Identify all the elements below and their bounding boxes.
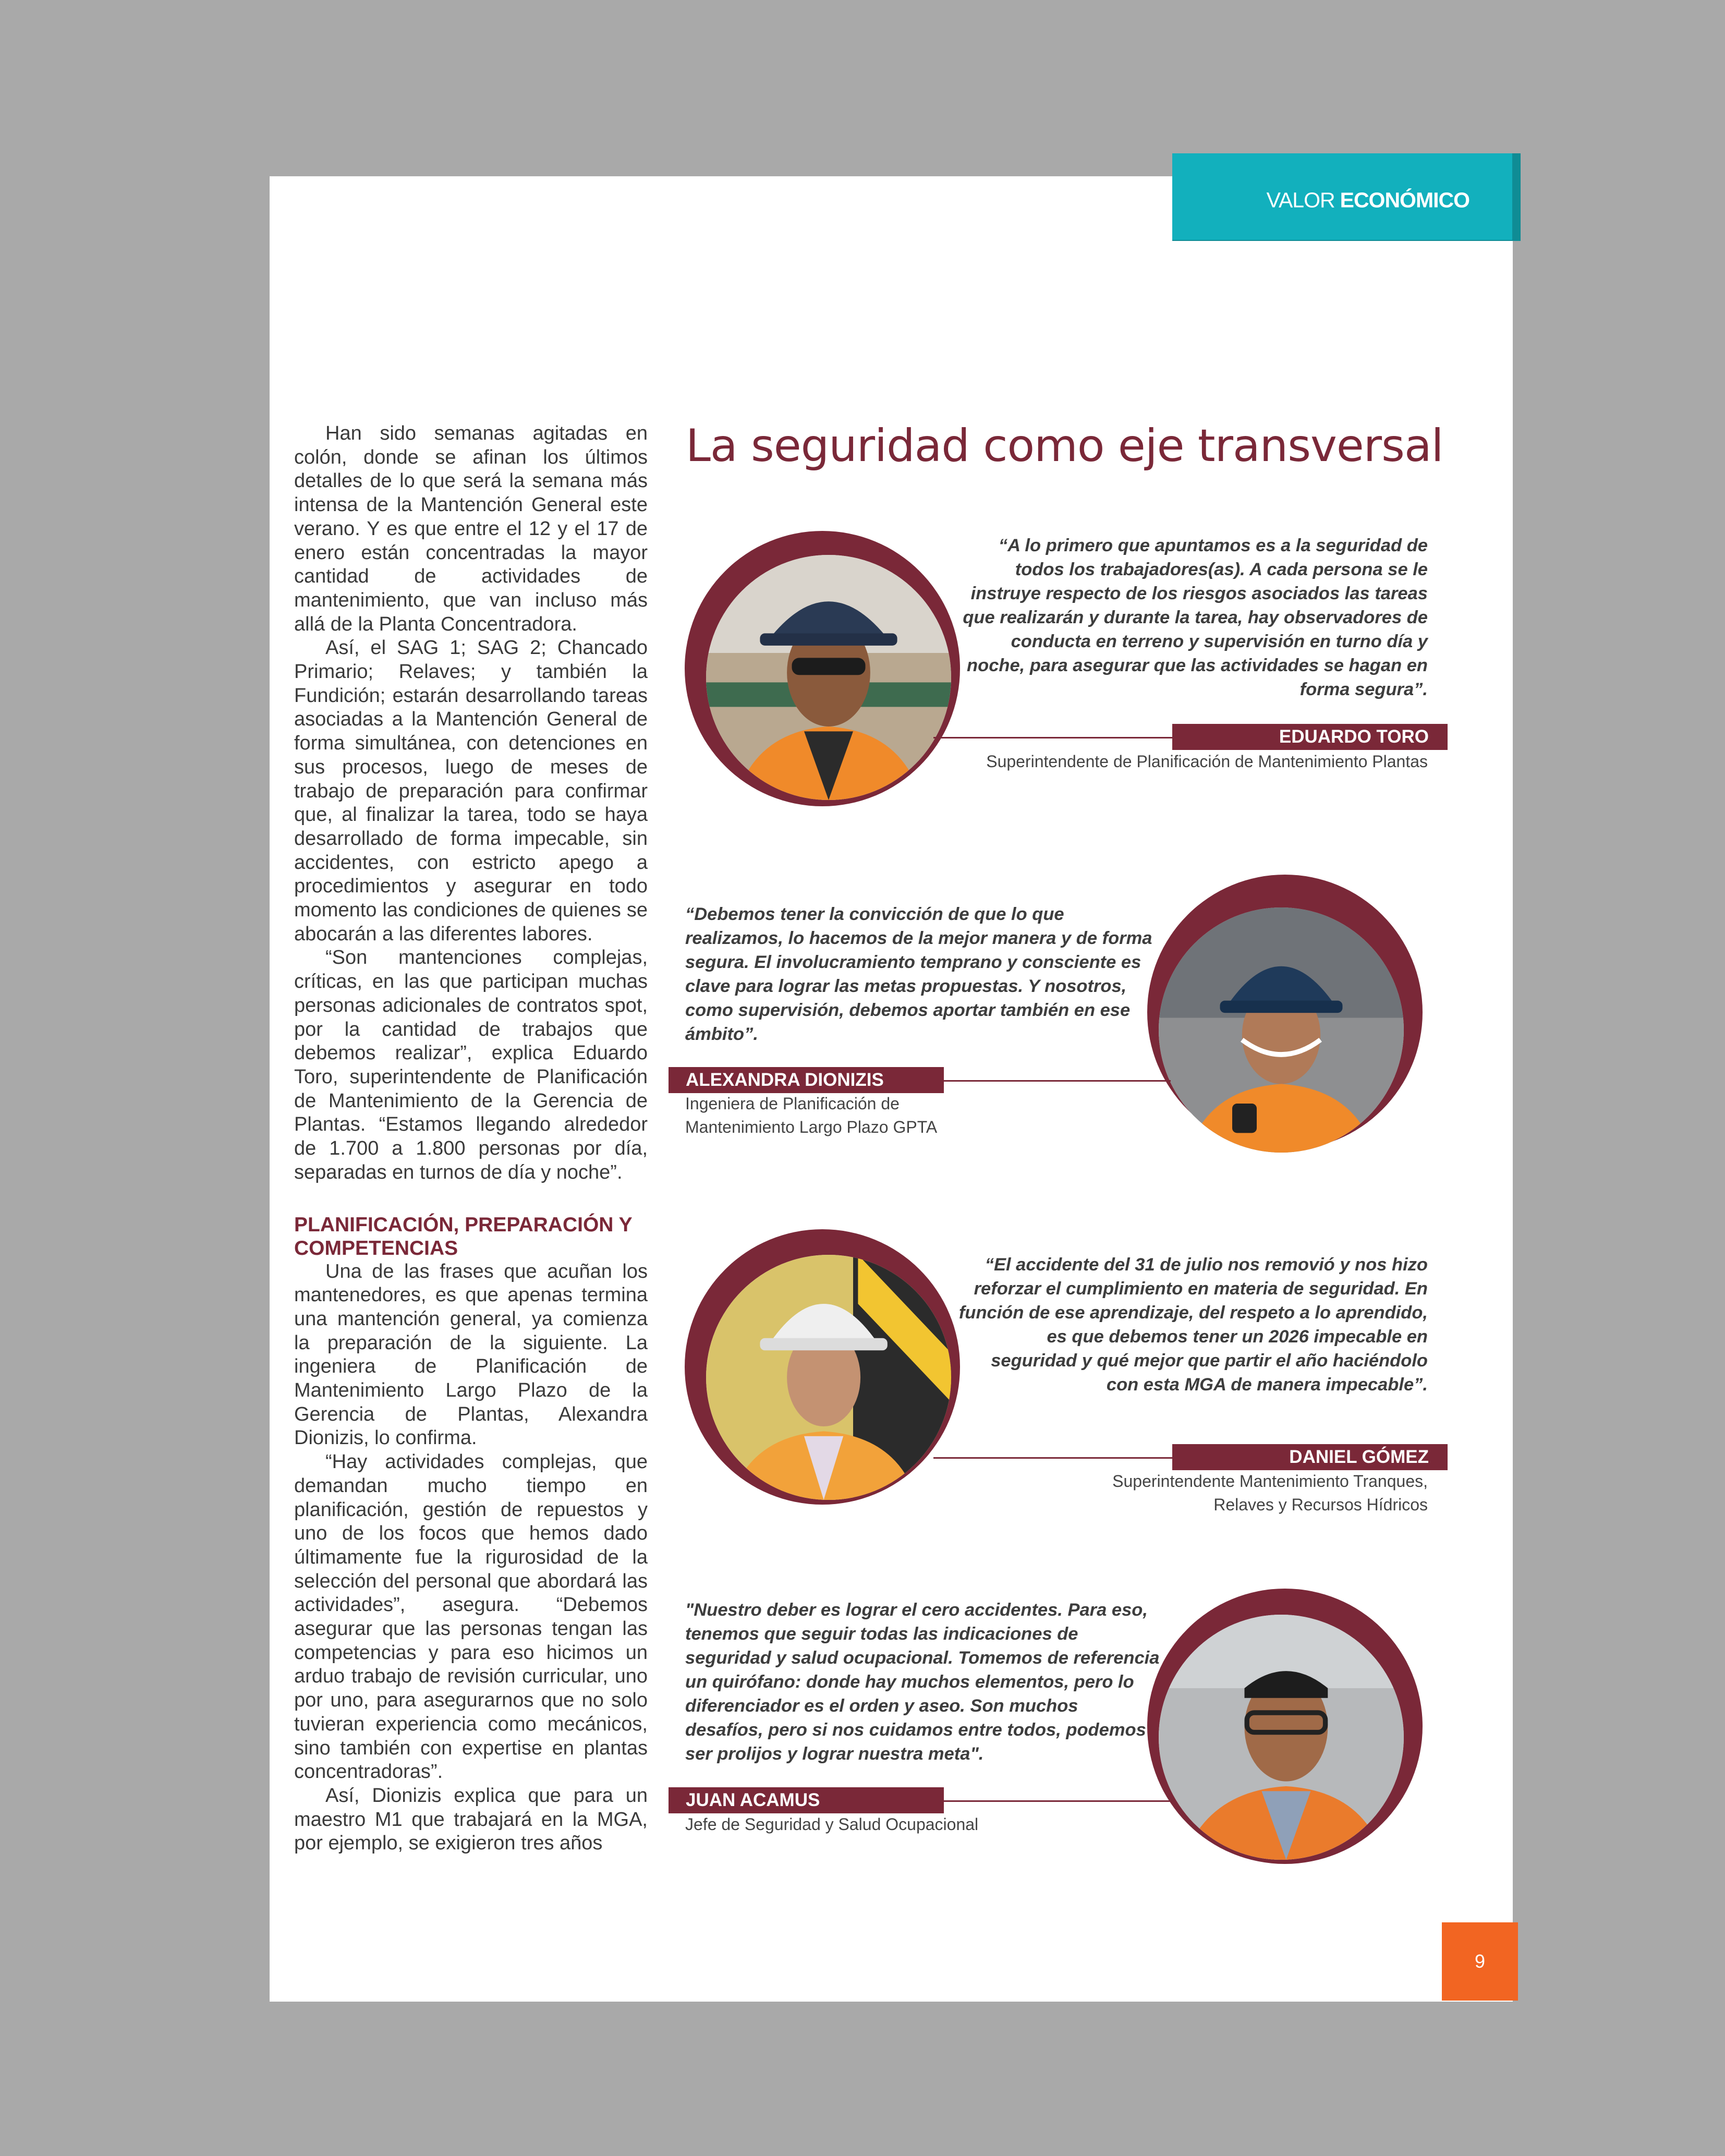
testimonial-name: DANIEL GÓMEZ [1289,1447,1429,1467]
page-number: 9 [1474,1951,1486,1972]
article-paragraph: Una de las frases que acuñan los mantenedores, es que apenas termina una mantención general, ya comienza la preparación de la siguiente. La ingeniera de Planificación de Mantenimiento Largo Plazo de la Gerencia de Plantas, Alexandra Dionizis, lo confirma. [294,1260,648,1449]
testimonial-role: Jefe de Seguridad y Salud Ocupacional [685,1815,979,1834]
section-tab [1172,153,1512,240]
article-paragraph: Así, Dionizis explica que para un maestro M1 que trabajará en la MGA, por ejemplo, se exigieron tres años [294,1784,648,1855]
section-tab-bold-text: ECONÓMICO [1340,188,1469,212]
page-number-badge [1442,1922,1518,2001]
article-paragraph: “Son mantenciones complejas, críticas, en las que participan muchas personas adicionales de contratos spot, por la cantidad de trabajos que debemos realizar”, explica Eduardo Toro, superintendente de Planificación de Mantenimiento de la Gerencia de Plantas. “Estamos llegando alrededor de 1.700 a 1.800 personas por día, separadas en turnos de día y noche”. [294,947,648,1183]
testimonial-name-bar [669,1787,944,1813]
testimonial-quote: "Nuestro deber es lograr el cero accidentes. Para eso, tenemos que seguir todas las indicaciones de seguridad y salud ocupacional. Tomemos de referencia un quirófano: donde hay muchos elementos, pero lo diferenciador es el orden y aseo. Son muchos desafíos, pero si nos cuidamos entre todos, podemos ser prolijos y lograr nuestra meta". [685,1600,1160,1764]
article-paragraph: Han sido semanas agitadas en colón, donde se afinan los últimos detalles de lo que será la semana más intensa de la Mantención General este verano. Y es que entre el 12 y el 17 de enero están concentradas la mayor cantidad de actividades de mantenimiento, que van incluso más allá de la Planta Concentradora. [294,422,648,635]
article-paragraph: Así, el SAG 1; SAG 2; Chancado Primario; Relaves; y también la Fundición; estarán desarrollando tareas asociadas a la Mantención General de forma simultánea, con detenciones en sus procesos, luego de meses de trabajo de preparación para confirmar que, al finalizar la tarea, todo se haya desarrollado de forma impecable, sin accidentes, con estricto apego a procedimientos y asegurar en todo momento las condiciones de quienes se abocarán a las diferentes labores. [294,637,648,945]
testimonial-connector-line [941,1800,1171,1802]
testimonial-role: Superintendente de Planificación de Mantenimiento Plantas [986,752,1428,771]
article-body [294,422,648,1856]
section-tab-light-text: VALOR [1266,188,1335,212]
testimonial-name-bar [669,1067,944,1093]
testimonial-name: JUAN ACAMUS [686,1790,820,1810]
testimonial-quote: “A lo primero que apuntamos es a la seguridad de todos los trabajadores(as). A cada persona se le instruye respecto de los riesgos asociados las tareas que realizarán y durante la tarea, hay observadores de conducta en terreno y supervisión en turno día y noche, para asegurar que las actividades se hagan en forma segura”. [963,536,1428,699]
testimonial-name: ALEXANDRA DIONIZIS [686,1070,884,1090]
article-subheading: PLANIFICACIÓN, PREPARACIÓN Y COMPETENCIAS [294,1213,632,1259]
testimonial-connector-line [933,1457,1173,1459]
testimonial-name: EDUARDO TORO [1279,726,1429,747]
testimonial-name-bar [1172,724,1448,750]
portrait-photo-juan-acamus [1159,1615,1404,1860]
testimonial-quote: “El accidente del 31 de julio nos removió y nos hizo reforzar el cumplimiento en materia de seguridad. En función de ese aprendizaje, del respeto a lo aprendido, es que debemos tener un 2026 impecable en seguridad y qué mejor que partir el año haciéndolo con esta MGA de manera impecable”. [958,1255,1428,1395]
testimonial-connector-line [941,1080,1171,1082]
testimonial-name-bar [1172,1444,1448,1470]
testimonial-connector-line [933,737,1173,738]
testimonial-quote: “Debemos tener la convicción de que lo que realizamos, lo hacemos de la mejor manera y de forma segura. El involucramiento temprano y consciente es clave para lograr las metas propuestas. Y nosotros, como supervisión, debemos aportar también en ese ámbito”. [685,904,1152,1044]
portrait-photo-alexandra-dionizis [1159,907,1404,1153]
testimonial-role: Ingeniera de Planificación de Mantenimiento Largo Plazo GPTA [685,1094,938,1136]
testimonial-role: Superintendente Mantenimiento Tranques, Relaves y Recursos Hídricos [1112,1472,1428,1514]
article-paragraph: “Hay actividades complejas, que demandan mucho tiempo en planificación, gestión de repuestos y uno de los focos que hemos dado últimamente fue la rigurosidad de la selección del personal que abordará las actividades”, asegura. “Debemos asegurar que las personas tengan las competencias y para eso hicimos un arduo trabajo de revisión curricular, uno por uno, para asegurarnos que no solo tuvieran experiencia como mecánicos, sino también con expertise en plantas concentradoras”. [294,1451,648,1783]
page-title: La seguridad como eje transversal [686,420,1443,472]
portrait-photo-daniel-gomez [706,1255,951,1500]
